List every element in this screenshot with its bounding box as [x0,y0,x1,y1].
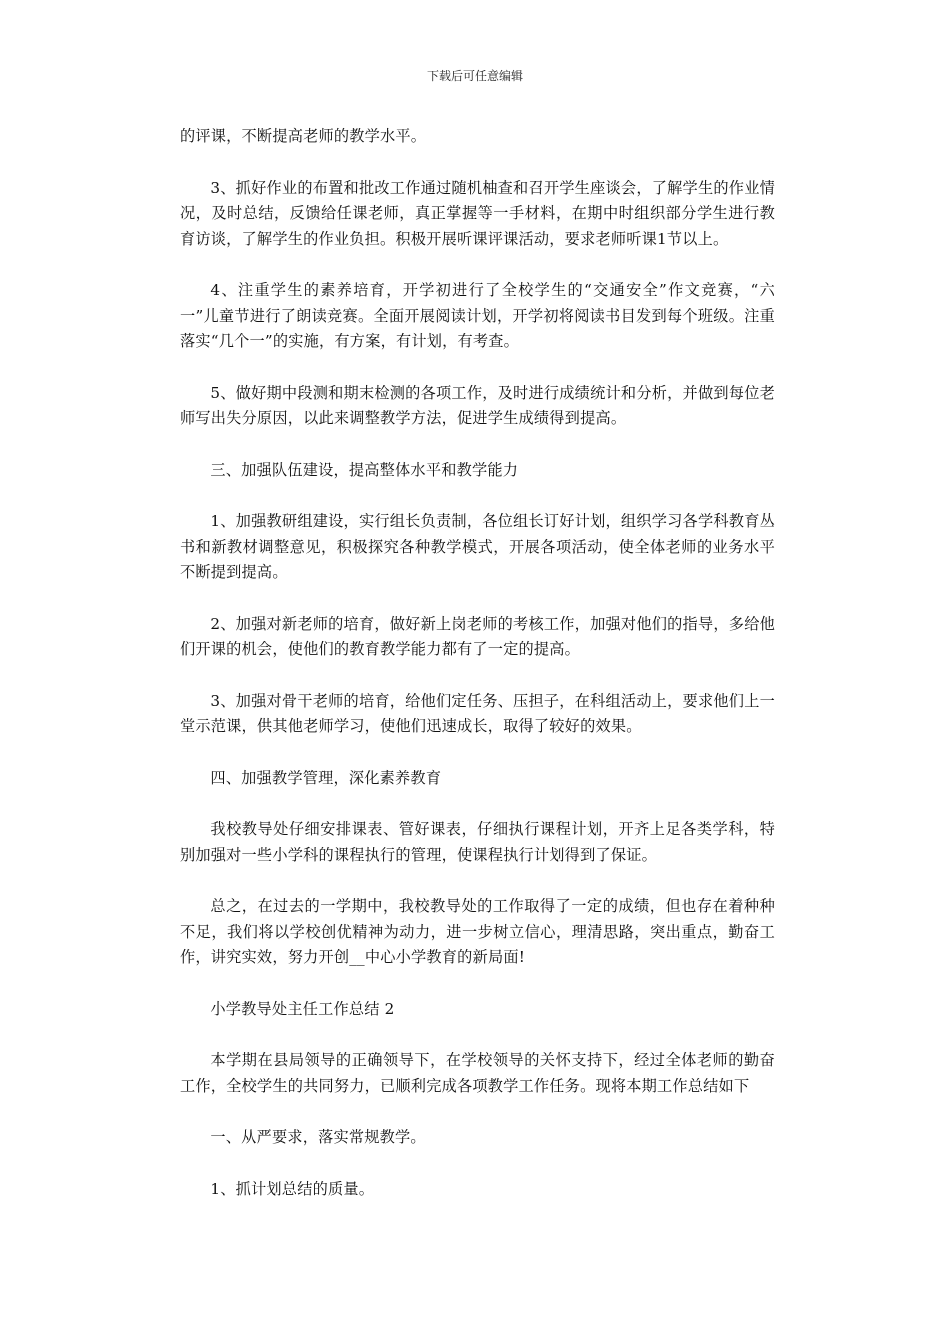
section-heading-team-building: 三、加强队伍建设，提高整体水平和教学能力 [210,460,519,479]
paragraph-continuation: 的评课，不断提高老师的教学水平。 [180,127,427,145]
paragraph-research-groups: 1、加强教研组建设，实行组长负责制，各位组长订好计划，组织学习各学科教育丛书和新教材调整意见，积极探究各种教学模式，开展各项活动，使全体老师的业务水平不断提到提高。 [180,512,775,581]
page-header: 下载后可任意编辑 [426,69,523,83]
paragraph-curriculum: 我校教导处仔细安排课表、管好课表，仔细执行课程计划，开齐上足各类学科，特别加强对一些小学科的课程执行的管理，使课程执行计划得到了保证。 [180,820,775,864]
section-heading-routine: 一、从严要求，落实常规教学。 [210,1128,426,1146]
paragraph-literacy: 4、注重学生的素养培育，开学初进行了全校学生的“交通安全”作文竞赛，“六一”儿童节进行了朗读竞赛。全面开展阅读计划，开学初将阅读书目发到每个班级。注重落实“几个一”的实施，有方案，有计划，有考查。 [180,281,775,350]
document-subtitle: 小学教导处主任工作总结 2 [210,999,395,1018]
paragraph-key-teachers: 3、加强对骨干老师的培育，给他们定任务、压担子，在科组活动上，要求他们上一堂示范课，供其他老师学习，使他们迅速成长，取得了较好的效果。 [180,691,775,735]
paragraph-plan-quality: 1、抓计划总结的质量。 [210,1179,375,1198]
paragraph-intro-2: 本学期在县局领导的正确领导下，在学校领导的关怀支持下，经过全体老师的勤奋工作，全校学生的共同努力，已顺利完成各项教学工作任务。现将本期工作总结如下 [180,1051,775,1095]
paragraph-exams: 5、做好期中段测和期末检测的各项工作，及时进行成绩统计和分析，并做到每位老师写出失分原因，以此来调整教学方法，促进学生成绩得到提高。 [180,383,775,427]
section-heading-management: 四、加强教学管理，深化素养教育 [210,768,442,787]
paragraph-new-teachers: 2、加强对新老师的培育，做好新上岗老师的考核工作，加强对他们的指导，多给他们开课的机会，使他们的教育教学能力都有了一定的提高。 [180,614,775,658]
document-body [180,124,775,1228]
paragraph-homework: 3、抓好作业的布置和批改工作通过随机柚查和召开学生座谈会，了解学生的作业情况，及时总结，反馈给任课老师，真正掌握等一手材料，在期中时组织部分学生进行教育访谈，了解学生的作业负担。积极开展听课评课活动，要求老师听课1节以上。 [180,178,775,248]
paragraph-conclusion: 总之，在过去的一学期中，我校教导处的工作取得了一定的成绩，但也存在着种种不足，我们将以学校创优精神为动力，进一步树立信心，理清思路，突出重点，勤奋工作，讲究实效，努力开创__中心小学教育的新局面! [180,897,775,966]
